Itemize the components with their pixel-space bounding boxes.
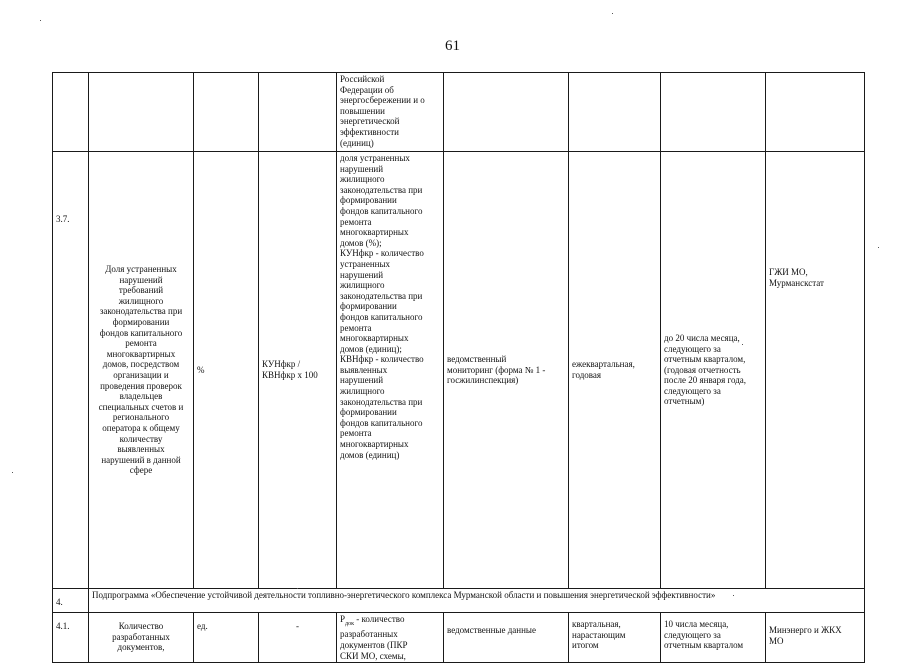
desc-text: - количество разработанных документов (ПКР СКИ МО, схемы, [340,614,408,661]
table-row [53,152,865,589]
periodicity-cell: ежеквартальная, годовая [569,152,661,589]
indicator-name-cell: Количество разработанных документов, [89,613,194,663]
scan-speck [612,13,613,14]
indicators-table [52,72,865,663]
indicator-name-cell [89,73,194,152]
source-cell [444,73,569,152]
row-number-cell: 4. [53,589,89,613]
scan-speck [733,595,734,596]
source-cell: ведомственные данные [444,613,569,663]
row-number-cell: 4.1. [53,613,89,663]
periodicity-cell [569,73,661,152]
unit-cell [194,73,259,152]
scan-speck [40,20,41,21]
row-number-cell [53,73,89,152]
subprogram-title-cell: Подпрограмма «Обеспечение устойчивой деятельности топливно-энергетического комплекса Мурманской области и повышения энергетической эффективности» [89,589,865,613]
formula-cell: - [259,613,337,663]
description-cell: Российской Федерации об энергосбережении и о повышении энергетической эффективности (единиц) [337,73,444,152]
scan-speck [297,588,298,589]
table-row [53,589,865,613]
desc-subscript: док [345,620,354,627]
description-cell [337,613,444,663]
unit-cell: % [194,152,259,589]
responsible-cell [766,73,865,152]
description-cell: доля устраненных нарушений жилищного законодательства при формировании фондов капитального ремонта многоквартирных домов (%); КУНфкр - количество устраненных нарушений жилищного законодательства при формировании фондов капитального ремонта многоквартирных домов (единиц); КВНфкр - количество выявленных нарушений жилищного законодательства при формировании фондов капитального ремонта многоквартирных домов (единиц) [337,152,444,589]
scan-speck [12,472,13,473]
desc-symbol: Р [340,614,346,624]
periodicity-cell: квартальная, нарастающим итогом [569,613,661,663]
table-row [53,613,865,663]
unit-cell: ед. [194,613,259,663]
deadline-cell: до 20 числа месяца, следующего за отчетным кварталом, (годовая отчетность после 20 января года, следующего за отчетным) [661,152,766,589]
row-number-cell: 3.7. [53,152,89,589]
scan-speck [742,344,743,345]
responsible-cell: ГЖИ МО, Мурманскстат [766,152,865,589]
deadline-cell: 10 числа месяца, следующего за отчетным кварталом [661,613,766,663]
scan-speck [878,247,879,248]
deadline-cell [661,73,766,152]
formula-cell: КУНфкр / КВНфкр х 100 [259,152,337,589]
table-row [53,73,865,152]
indicator-name-cell: Доля устраненных нарушений требований жилищного законодательства при формировании фондов капитального ремонта многоквартирных домов, посредством организации и проведения проверок владельцев специальных счетов и регионального оператора к общему количеству выявленных нарушений в данной сфере [89,152,194,589]
formula-cell [259,73,337,152]
source-cell: ведомственный мониторинг (форма № 1 - госжилинспекция) [444,152,569,589]
page-number: 61 [445,38,460,54]
responsible-cell: Минэнерго и ЖКХ МО [766,613,865,663]
